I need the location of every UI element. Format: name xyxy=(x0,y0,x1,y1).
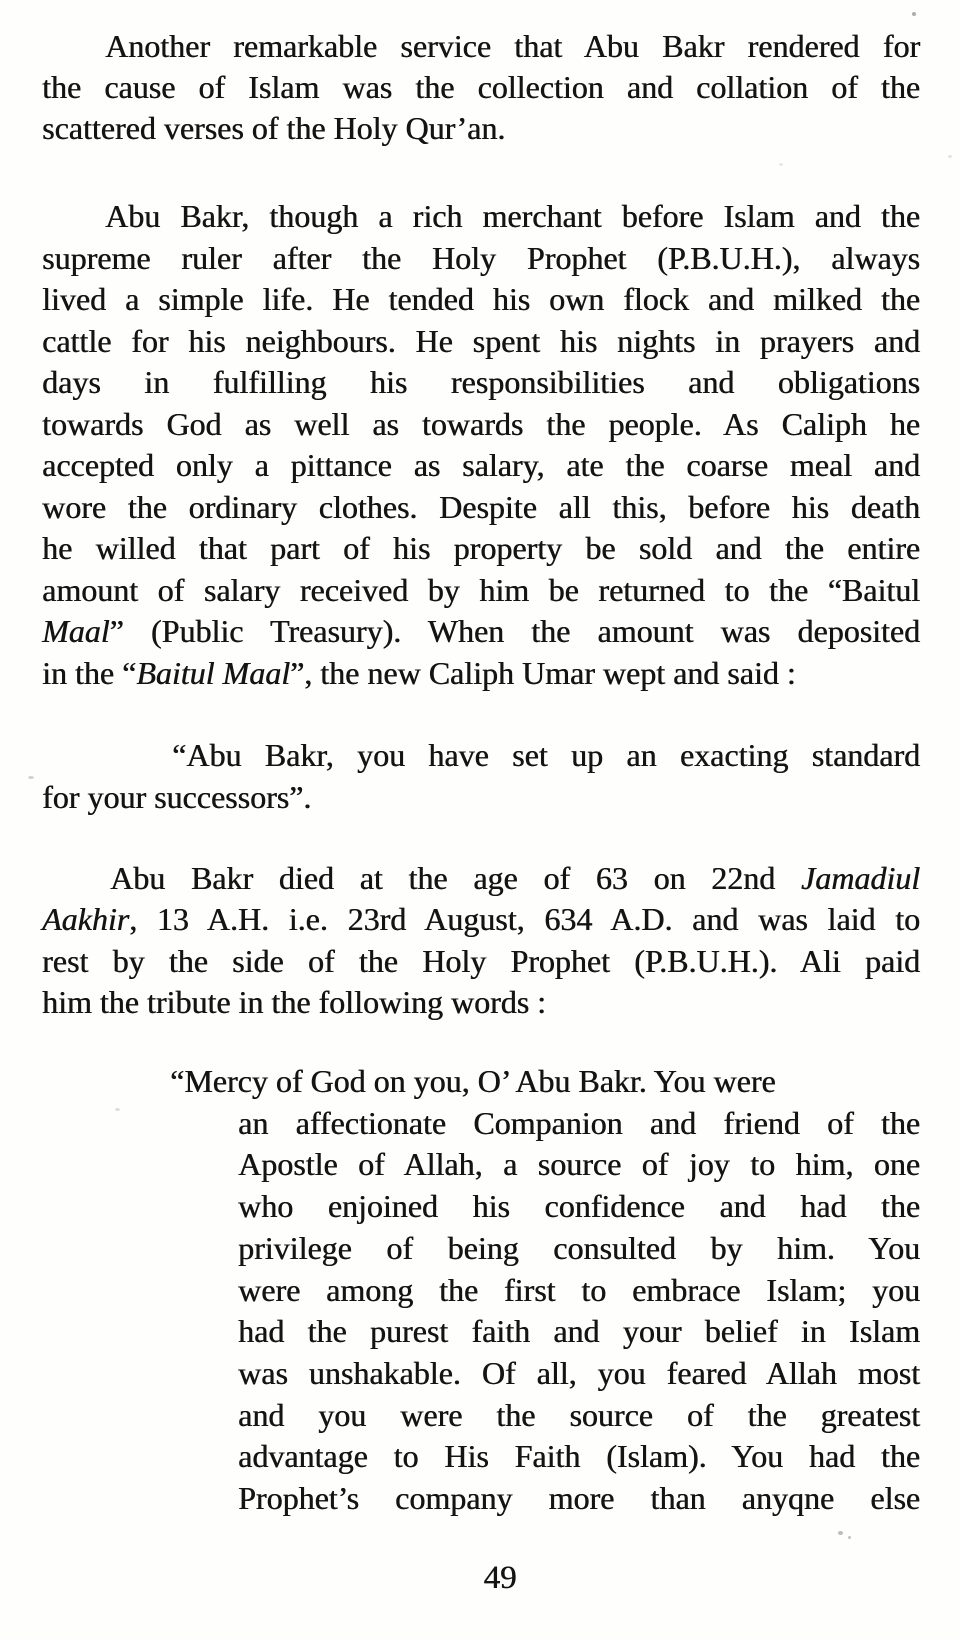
text-line xyxy=(42,734,920,776)
text-line xyxy=(42,1478,920,1520)
text-segment: Apostle of Allah, a source of joy to him, one xyxy=(238,1146,920,1183)
scan-speck xyxy=(948,155,952,158)
text-line xyxy=(42,238,920,280)
text-segment: had the purest faith and your belief in Islam xyxy=(238,1313,920,1350)
text-segment: privilege of being consulted by him. You xyxy=(238,1229,920,1266)
text-line xyxy=(42,982,920,1023)
text-segment: Abu Bakr died at the age of 63 on 22nd xyxy=(110,860,801,896)
text-segment: he willed that part of his property be sold and the entire xyxy=(42,530,920,566)
italic-text-segment: Aakhir xyxy=(42,901,130,938)
text-line xyxy=(42,1228,920,1270)
paragraph-quran-collection xyxy=(42,26,920,149)
paragraph-death xyxy=(42,858,920,1023)
text-line xyxy=(42,196,920,238)
scan-speck xyxy=(838,1531,843,1535)
text-segment: supreme ruler after the Holy Prophet (P.B.U.H.), always xyxy=(42,239,920,276)
paragraph-simple-life xyxy=(42,196,920,694)
italic-text-segment: Jamadiul xyxy=(800,860,920,896)
scan-speck xyxy=(912,12,916,16)
scan-speck xyxy=(28,776,34,779)
text-segment: the cause of Islam was the collection and collation of the xyxy=(42,69,920,105)
text-segment: cattle for his neighbours. He spent his nights in prayers and xyxy=(42,322,920,359)
page-number: 49 xyxy=(483,1560,517,1596)
text-segment: was unshakable. Of all, you feared Allah most xyxy=(238,1354,920,1391)
text-segment: advantage to His Faith (Islam). You had the xyxy=(238,1438,920,1475)
italic-text-segment: Maal xyxy=(42,613,110,649)
text-segment: days in fulfilling his responsibilities and obligations xyxy=(42,364,920,400)
text-segment: an affectionate Companion and friend of the xyxy=(238,1104,920,1141)
text-segment: accepted only a pittance as salary, ate the coarse meal and xyxy=(42,447,920,483)
text-segment: in the “ xyxy=(42,654,137,691)
text-line xyxy=(42,279,920,321)
text-segment: ”, the new Caliph Umar wept and said : xyxy=(289,654,796,691)
text-line xyxy=(42,1186,920,1228)
text-segment: “Mercy of God on you, O’ Abu Bakr. You were xyxy=(170,1063,776,1099)
text-segment: “Abu Bakr, you have set up an exacting standard xyxy=(172,737,920,773)
text-segment: lived a simple life. He tended his own flock and milked the xyxy=(42,281,920,317)
text-segment: scattered verses of the Holy Qur’an. xyxy=(42,110,506,146)
scan-speck xyxy=(848,1536,851,1539)
text-line xyxy=(42,776,920,818)
text-segment: for your successors”. xyxy=(42,779,312,815)
text-line xyxy=(42,487,920,529)
text-segment: , 13 A.H. i.e. 23rd August, 634 A.D. and was laid to xyxy=(129,901,920,938)
text-segment: ” (Public Treasury). When the amount was deposited xyxy=(109,613,920,649)
text-line xyxy=(42,1270,920,1312)
text-segment: towards God as well as towards the people. As Caliph he xyxy=(42,405,920,442)
text-line xyxy=(42,899,920,940)
quote-umar xyxy=(42,734,920,818)
text-line xyxy=(42,108,920,149)
text-segment: him the tribute in the following words : xyxy=(42,983,546,1020)
text-line xyxy=(42,26,920,67)
text-segment: Abu Bakr, though a rich merchant before Islam and the xyxy=(105,198,920,234)
text-segment: Another remarkable service that Abu Bakr rendered for xyxy=(105,28,920,64)
text-line xyxy=(42,321,920,363)
text-segment: wore the ordinary clothes. Despite all this, before his death xyxy=(42,488,920,525)
scan-speck xyxy=(115,1108,120,1111)
text-segment: were among the first to embrace Islam; you xyxy=(238,1271,920,1308)
text-line xyxy=(42,404,920,446)
quote-ali-tribute xyxy=(42,1061,920,1520)
text-segment: Prophet’s company more than anyqne else xyxy=(238,1480,920,1517)
text-segment: amount of salary received by him be returned to the “Baitul xyxy=(42,571,920,608)
italic-text-segment: Baitul Maal xyxy=(136,654,290,691)
text-line xyxy=(42,858,920,899)
text-line xyxy=(42,1311,920,1353)
text-line xyxy=(42,362,920,404)
text-line xyxy=(42,941,920,982)
text-line xyxy=(42,445,920,487)
text-line xyxy=(42,611,920,653)
text-line xyxy=(42,653,920,695)
text-line xyxy=(42,1144,920,1186)
text-segment: who enjoined his confidence and had the xyxy=(238,1188,920,1225)
text-line xyxy=(42,1061,920,1103)
text-line xyxy=(42,1353,920,1395)
text-line xyxy=(42,1103,920,1145)
text-block xyxy=(42,0,920,1640)
text-line xyxy=(42,570,920,612)
text-segment: rest by the side of the Holy Prophet (P.B.U.H.). Ali paid xyxy=(42,942,920,979)
text-line xyxy=(42,528,920,570)
text-line xyxy=(42,67,920,108)
text-segment: and you were the source of the greatest xyxy=(238,1396,920,1433)
scan-speck xyxy=(779,163,783,166)
text-line xyxy=(42,1436,920,1478)
text-line xyxy=(42,1395,920,1437)
